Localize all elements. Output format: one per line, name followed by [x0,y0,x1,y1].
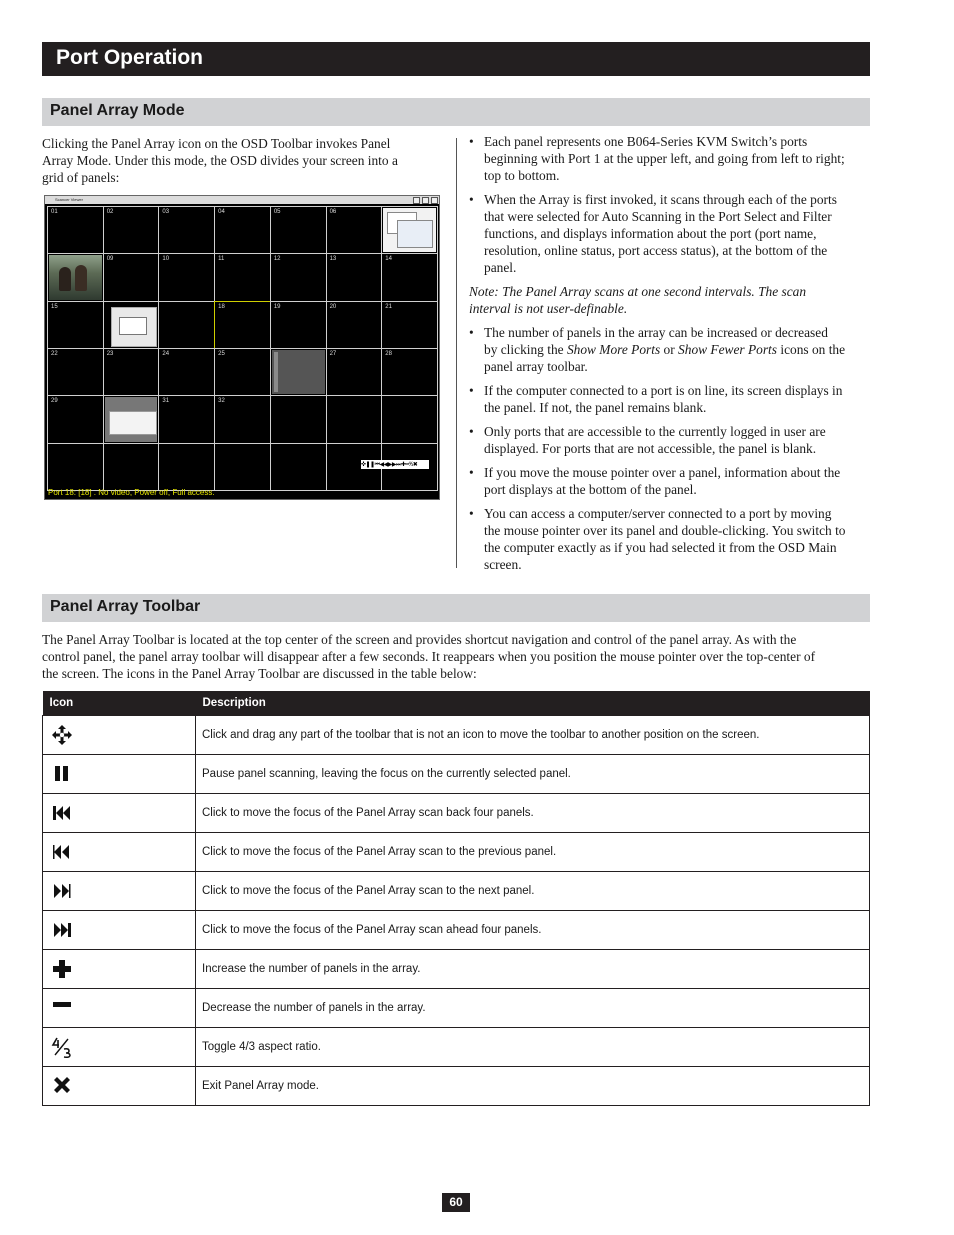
text-line: Each panel represents one B064-Series KVM Switch’s ports [484,134,808,149]
text-line: top to bottom. [484,168,560,183]
panel-number: 18 [218,303,225,310]
window-title: Scancer Viewer [55,197,83,202]
panel-cell[interactable] [103,206,160,254]
maximize-icon [422,197,429,204]
panel-cell[interactable] [103,443,160,491]
text-line: the computer exactly as if you had selected it from the OSD Main [484,540,837,555]
panel-number: 23 [106,351,114,357]
icon-cell [43,833,196,872]
table-header-row [43,691,870,716]
plus-icon [51,958,73,980]
description-cell: Decrease the number of panels in the array. [196,989,870,1028]
pause-icon [51,763,73,785]
panel-number: 32 [218,398,225,405]
column-header-description: Description [196,691,870,716]
table-row [43,1067,870,1106]
panel-cell[interactable] [270,443,327,491]
panel-cell[interactable] [214,253,271,301]
panel-number: 31 [162,398,170,405]
text-run: by clicking the [484,342,567,357]
text-line: functions, and displays information about the port (port name, [484,226,817,241]
panel-cell[interactable] [158,301,215,349]
panel-number: 25 [218,351,225,357]
panel-number: 09 [106,256,114,263]
panel-number: 11 [218,256,225,263]
panel-cell[interactable] [158,348,215,396]
panel-cell[interactable] [158,395,215,443]
panel-cell[interactable] [47,301,104,349]
desktop-thumbnail [105,397,158,441]
panel-cell[interactable] [381,348,438,396]
description-cell: Click and drag any part of the toolbar that is not an icon to move the toolbar to another position on the screen. [196,716,870,755]
panel-number: 14 [385,256,392,263]
panel-cell[interactable] [214,206,271,254]
bullet-item: • The number of panels in the array can be increased or decreased by clicking the Show More Ports or Show Fewer Ports icons on the panel array toolbar. [469,324,869,375]
text-run: icons on the [777,342,846,357]
panel-cell[interactable] [47,206,104,254]
table-row [43,950,870,989]
skip-back-icon [51,802,73,824]
text-line: Only ports that are accessible to the currently logged in user are [484,424,826,439]
text-line: panel. [484,260,517,275]
emphasis-show-fewer-ports: Show Fewer Ports [678,342,777,357]
description-cell: Pause panel scanning, leaving the focus on the currently selected panel. [196,755,870,794]
panel-number: 27 [329,351,337,357]
panel-grid [47,206,437,490]
panel-cell[interactable] [381,301,438,349]
icon-cell [43,950,196,989]
minus-icon [51,997,73,1019]
description-cell: Click to move the focus of the Panel Array scan to the previous panel. [196,833,870,872]
minimize-icon [413,197,420,204]
exit-icon [51,1075,73,1097]
panel-cell[interactable] [381,253,438,301]
panel-cell[interactable] [47,443,104,491]
table-row [43,833,870,872]
text-line: the screen. The icons in the Panel Array Toolbar are discussed in the table below: [42,666,477,681]
intro-paragraph [42,135,447,186]
panel-cell[interactable] [214,395,271,443]
text-line: the panel. If not, the panel remains blank. [484,400,707,415]
description-cell: Increase the number of panels in the array. [196,950,870,989]
bullet-item: • Each panel represents one B064-Series KVM Switch’s ports beginning with Port 1 at the upper left, and going from left to right; top to bottom. [469,133,869,184]
text-line: the mouse pointer over its panel and double-clicking. You switch to [484,523,846,538]
description-cell: Exit Panel Array mode. [196,1067,870,1106]
table-row [43,755,870,794]
panel-cell[interactable] [47,253,104,301]
description-cell: Click to move the focus of the Panel Array scan to the next panel. [196,872,870,911]
text-line: panel array toolbar. [484,359,588,374]
aspect-ratio-icon [51,1036,73,1058]
page-number: 60 [442,1193,470,1212]
panel-number: 20 [329,303,337,310]
close-icon [431,197,438,204]
right-column [469,133,869,580]
panel-number: 15 [51,303,58,310]
icon-cell [43,1028,196,1067]
icon-cell [43,911,196,950]
icon-cell [43,755,196,794]
text-line: displayed. For ports that are not accessible, the panel is blank. [484,441,817,456]
panel-cell[interactable] [103,348,160,396]
section-heading-text: Panel Array Toolbar [50,598,201,615]
panel-cell[interactable] [158,206,215,254]
panel-number: 28 [385,351,392,357]
text-line: Clicking the Panel Array icon on the OSD Toolbar invokes Panel [42,136,391,151]
panel-cell[interactable] [326,253,383,301]
text-line: interval is not user-definable. [469,301,628,316]
icon-cell [43,1067,196,1106]
panel-cell[interactable] [326,395,383,443]
panel-number: 22 [51,351,58,357]
panel-number: 10 [162,256,170,263]
text-line: Array Mode. Under this mode, the OSD divides your screen into a [42,153,398,168]
panel-cell[interactable] [270,253,327,301]
text-line: Note: The Panel Array scans at one second intervals. The scan [469,284,807,299]
panel-number: 03 [162,209,170,215]
panel-cell[interactable] [158,443,215,491]
panel-cell[interactable] [103,395,160,443]
table-row [43,794,870,833]
panel-cell[interactable] [326,348,383,396]
text-line: resolution, online status, port access status), at the bottom of the [484,243,828,258]
icon-cell [43,872,196,911]
panel-cell[interactable] [103,253,160,301]
text-line: If the computer connected to a port is on line, its screen displays in [484,383,843,398]
table-row [43,872,870,911]
panel-array-toolbar-preview: ✜❚❚⏮◀◀▶▶⏭✚━⁴⁄₃✖ [361,460,429,469]
panel-number: 05 [273,209,281,215]
bullet-item: • Only ports that are accessible to the currently logged in user are displayed. For ports that are not accessible, the panel is blank. [469,423,869,457]
text-line: The Panel Array Toolbar is located at the top center of the screen and provides shortcut navigation and control of the panel array. As with the [42,632,797,647]
panel-number: 13 [329,256,337,263]
bullet-item: • When the Array is first invoked, it scans through each of the ports that were selected for Auto Scanning in the Port Select and Filter functions, and displays information about the port (port name, resolution, online status, port access status), at the bottom of the panel. [469,191,869,276]
panel-number: 04 [218,209,225,215]
column-header-icon: Icon [43,691,196,716]
previous-icon [51,841,73,863]
panel-number: 06 [329,209,337,215]
text-line: If you move the mouse pointer over a panel, information about the [484,465,841,480]
table-row [43,1028,870,1067]
table-row [43,911,870,950]
emphasis-show-more-ports: Show More Ports [566,342,661,357]
panel-number: 01 [51,209,58,215]
panel-cell[interactable] [270,395,327,443]
column-divider [456,138,457,568]
panel-cell[interactable] [270,301,327,349]
skip-forward-icon [51,919,73,941]
text-line: that were selected for Auto Scanning in the Port Select and Filter [484,209,832,224]
toolbar-icons-table [42,691,870,1106]
page-title: Port Operation [56,46,204,69]
panel-cell[interactable] [103,301,160,349]
text-line [484,341,869,358]
text-line: The number of panels in the array can be increased or decreased [484,325,828,340]
panel-cell[interactable] [158,253,215,301]
description-cell: Click to move the focus of the Panel Array scan ahead four panels. [196,911,870,950]
panel-number: 24 [162,351,170,357]
panel-cell[interactable] [214,301,271,349]
text-line: When the Array is first invoked, it scans through each of the ports [484,192,837,207]
icon-cell [43,989,196,1028]
desktop-thumbnail [105,303,158,347]
panel-cell[interactable] [270,206,327,254]
panel-array-screenshot [44,195,440,500]
panel-cell[interactable] [326,301,383,349]
panel-cell[interactable] [214,443,271,491]
text-line: grid of panels: [42,170,120,185]
panel-cell[interactable] [214,348,271,396]
status-line: Port 18: [18] . No video, Power off, Full access. [48,488,215,497]
text-line: port displays at the bottom of the panel. [484,482,697,497]
panel-cell[interactable] [270,348,327,396]
next-icon [51,880,73,902]
bullet-item: • You can access a computer/server connected to a port by moving the mouse pointer over its panel and double-clicking. You switch to the computer exactly as if you had selected it from the OSD Main screen. [469,505,869,573]
description-cell: Toggle 4/3 aspect ratio. [196,1028,870,1067]
toolbar-intro-paragraph [42,631,870,682]
text-line: control panel, the panel array toolbar will disappear after a few seconds. It reappears when you position the mouse pointer over the top-center of [42,649,816,664]
text-run: or [660,342,679,357]
bullet-item: • If you move the mouse pointer over a panel, information about the port displays at the bottom of the panel. [469,464,869,498]
table-row [43,716,870,755]
section-heading-panel-array-toolbar [42,594,870,622]
page-title-bar [42,42,870,76]
desktop-thumbnail [272,350,325,394]
panel-cell[interactable] [47,395,104,443]
section-heading-text: Panel Array Mode [50,102,185,119]
icon-cell [43,794,196,833]
bullet-item: • If the computer connected to a port is on line, its screen displays in the panel. If not, the panel remains blank. [469,382,869,416]
section-heading-panel-array-mode [42,98,870,126]
photo-thumbnail [49,255,102,299]
panel-cell[interactable] [381,395,438,443]
text-line: screen. [484,557,522,572]
panel-cell[interactable] [47,348,104,396]
text-line: You can access a computer/server connected to a port by moving [484,506,832,521]
panel-number: 21 [385,303,392,310]
desktop-thumbnail [383,208,436,252]
description-cell: Click to move the focus of the Panel Array scan back four panels. [196,794,870,833]
window-titlebar [45,196,439,204]
text-line: beginning with Port 1 at the upper left, and going from left to right; [484,151,845,166]
panel-number: 12 [273,256,281,263]
panel-number: 29 [51,398,58,405]
move-icon [51,724,73,746]
panel-cell[interactable] [381,206,438,254]
table-row [43,989,870,1028]
panel-cell[interactable] [326,206,383,254]
panel-number: 02 [106,209,114,215]
panel-number: 19 [273,303,281,310]
icon-cell [43,716,196,755]
note [469,283,869,317]
